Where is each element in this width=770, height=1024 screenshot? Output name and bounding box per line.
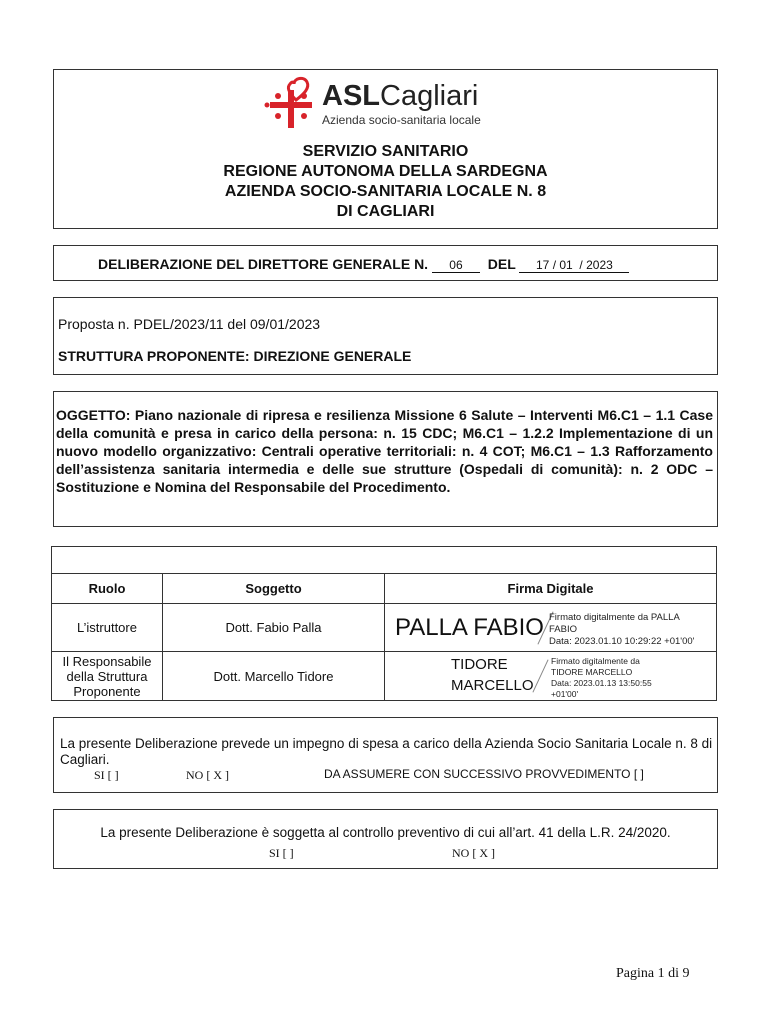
- signature-name-first: TIDORE: [451, 656, 508, 673]
- controllo-si-option: SI [ ]: [269, 846, 294, 860]
- deliberazione-box: [53, 245, 718, 281]
- deliberazione-label: DELIBERAZIONE DEL DIRETTORE GENERALE N.: [98, 256, 429, 272]
- struttura-proponente: STRUTTURA PROPONENTE: DIREZIONE GENERALE: [58, 348, 412, 364]
- header-line: SERVIZIO SANITARIO: [302, 143, 469, 160]
- ruolo-cell: Il Responsabile della Struttura Proponente: [52, 652, 163, 701]
- impegno-si-option: SI [ ]: [94, 768, 119, 782]
- deliberazione-line: [98, 256, 629, 273]
- firma-cell: [385, 652, 717, 701]
- header-box: [53, 69, 718, 229]
- deliberazione-number: 06: [432, 258, 480, 273]
- deliberazione-date: 17 / 01 / 2023: [519, 258, 629, 273]
- header-line: AZIENDA SOCIO-SANITARIA LOCALE N. 8: [224, 183, 547, 200]
- header-soggetto: Soggetto: [163, 574, 385, 604]
- controllo-box: [53, 809, 718, 869]
- oggetto-text: OGGETTO: Piano nazionale di ripresa e resilienza Missione 6 Salute – Interventi M6.C1 – 1.1 Case della comunità e presa in carico della persona: n. 15 CDC; M6.C1 – 1.2.2 Implementazione di un nuovo modello organizzativo: Centrali operative territoriali: n. 4 COT; M6.C1 – 1.3 Rafforzamento dell’assistenza sanitaria intermedia e delle sue strutture (Ospedali di comunità): n. 2 ODC – Sostituzione e Nomina del Responsabile del Procedimento.: [56, 407, 713, 495]
- soggetto-cell: Dott. Marcello Tidore: [163, 652, 385, 701]
- signature-slash: [532, 659, 548, 692]
- impegno-da-option: DA ASSUMERE CON SUCCESSIVO PROVVEDIMENTO [ ]: [324, 767, 644, 781]
- header-line: DI CAGLIARI: [336, 203, 435, 220]
- proposta-text: Proposta n. PDEL/2023/11 del 09/01/2023: [58, 316, 321, 332]
- table-row: [52, 652, 717, 701]
- header-firma: Firma Digitale: [385, 574, 717, 604]
- del-label: DEL: [487, 256, 516, 272]
- asl-logo-icon: [264, 76, 318, 130]
- signature-name-last: MARCELLO: [451, 677, 534, 694]
- table-header-row: [52, 574, 717, 604]
- header-ruolo: Ruolo: [52, 574, 163, 604]
- soggetto-cell: Dott. Fabio Palla: [163, 604, 385, 652]
- header-line: REGIONE AUTONOMA DELLA SARDEGNA: [223, 163, 548, 180]
- impegno-text: La presente Deliberazione prevede un impegno di spesa a carico della Azienda Socio Sanitaria Locale n. 8 di Cagliari.: [60, 736, 713, 767]
- table-row: [52, 604, 717, 652]
- signature-name: PALLA FABIO: [395, 614, 544, 641]
- oggetto-box: [53, 391, 718, 527]
- controllo-text: La presente Deliberazione è soggetta al controllo preventivo di cui all’art. 41 della L.R. 24/2020.: [100, 825, 671, 840]
- ruolo-cell: L’istruttore: [52, 604, 163, 652]
- signature-note: Firmato digitalmente da TIDORE MARCELLO Data: 2023.01.13 13:50:55 +01'00': [551, 656, 652, 699]
- page-number: Pagina 1 di 9: [616, 966, 690, 981]
- signature-note: Firmato digitalmente da PALLA FABIO Data: 2023.01.10 10:29:22 +01'00': [549, 612, 695, 647]
- impegno-no-option: NO [ X ]: [186, 768, 229, 782]
- logo-subtitle: Azienda socio-sanitaria locale: [322, 113, 481, 127]
- proposta-box: [53, 297, 718, 375]
- impegno-box: [53, 717, 718, 793]
- asl-cagliari-logo: [264, 76, 504, 132]
- firma-cell: [385, 604, 717, 652]
- controllo-no-option: NO [ X ]: [452, 846, 495, 860]
- logo-brand: ASLCagliari: [322, 80, 479, 112]
- signature-table: [51, 546, 717, 701]
- header-titles: [54, 142, 717, 222]
- table-blank-row: [52, 547, 717, 574]
